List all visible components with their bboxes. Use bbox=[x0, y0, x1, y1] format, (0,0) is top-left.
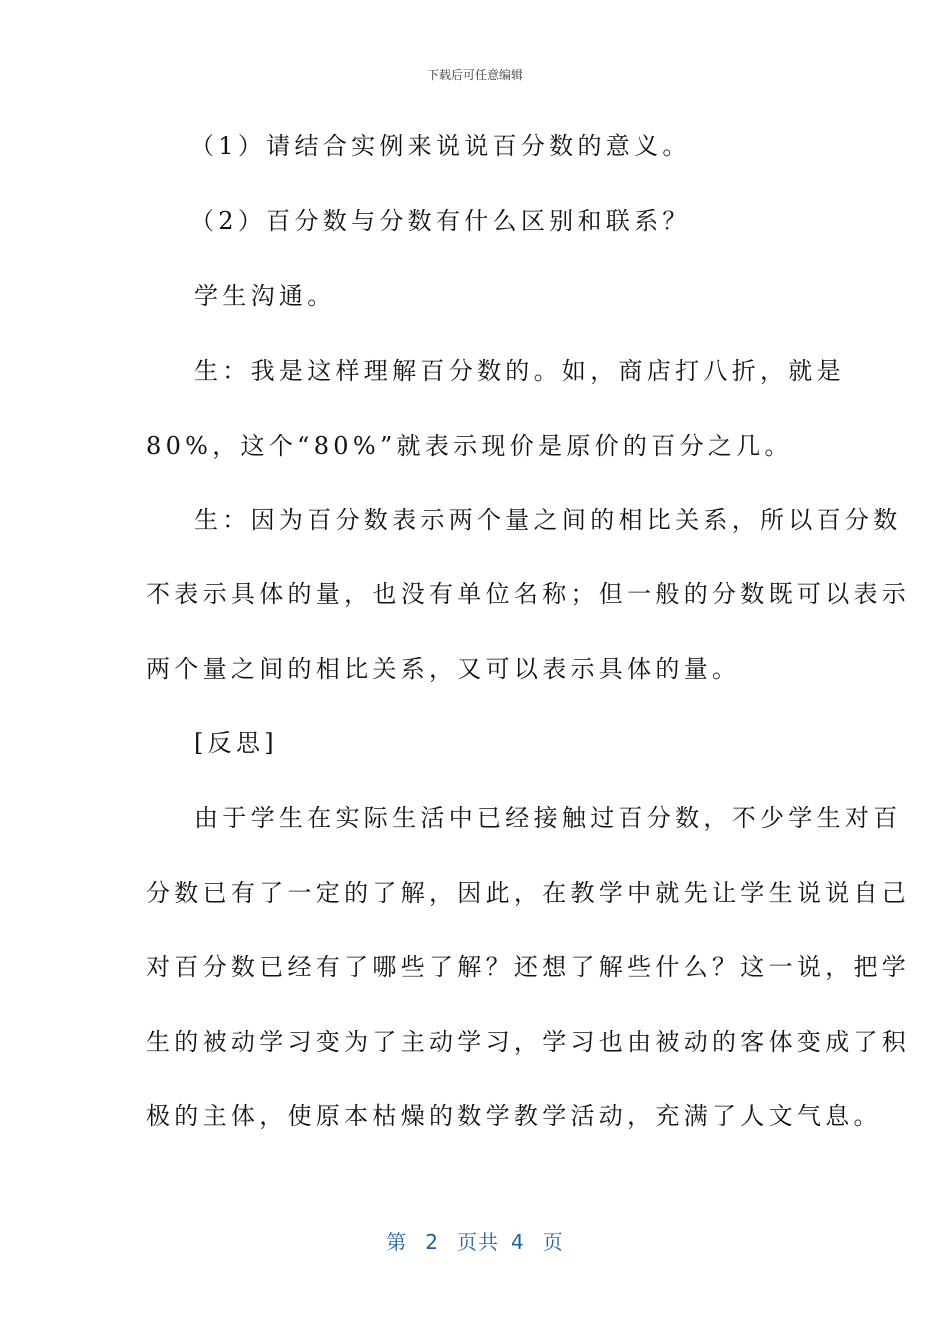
page-header-note: 下载后可任意编辑 bbox=[426, 68, 523, 82]
paragraph-line: 生：我是这样理解百分数的。如，商店打八折，就是 bbox=[194, 357, 845, 385]
paragraph-line: 生的被动学习变为了主动学习，学习也由被动的客体变成了积 bbox=[146, 1028, 911, 1056]
paragraph-line: 分数已有了一定的了解，因此，在教学中就先让学生说说自己 bbox=[146, 879, 911, 907]
page-number-footer bbox=[0, 1226, 950, 1255]
footer-middle: 页共 bbox=[457, 1230, 499, 1254]
paragraph-line: 由于学生在实际生活中已经接触过百分数，不少学生对百 bbox=[194, 804, 902, 832]
paragraph-line: 对百分数已经有了哪些了解？还想了解些什么？这一说，把学 bbox=[146, 953, 911, 981]
paragraph-line: 两个量之间的相比关系，又可以表示具体的量。 bbox=[146, 655, 741, 683]
paragraph-line: （1）请结合实例来说说百分数的意义。 bbox=[190, 132, 691, 160]
section-heading: [反思] bbox=[194, 729, 278, 757]
footer-prefix: 第 bbox=[386, 1230, 408, 1254]
paragraph-line: 极的主体，使原本枯燥的数学教学活动，充满了人文气息。 bbox=[146, 1102, 882, 1130]
paragraph-line: 80%，这个“80%”就表示现价是原价的百分之几。 bbox=[146, 432, 793, 460]
paragraph-line: 生：因为百分数表示两个量之间的相比关系，所以百分数 bbox=[194, 506, 902, 534]
paragraph-line: 不表示具体的量，也没有单位名称；但一般的分数既可以表示 bbox=[146, 580, 911, 608]
current-page-number: 2 bbox=[425, 1230, 439, 1254]
paragraph-line: 学生沟通。 bbox=[194, 282, 336, 310]
paragraph-line: （2）百分数与分数有什么区别和联系？ bbox=[190, 207, 691, 235]
total-page-number: 4 bbox=[511, 1230, 525, 1254]
footer-suffix: 页 bbox=[542, 1230, 564, 1254]
